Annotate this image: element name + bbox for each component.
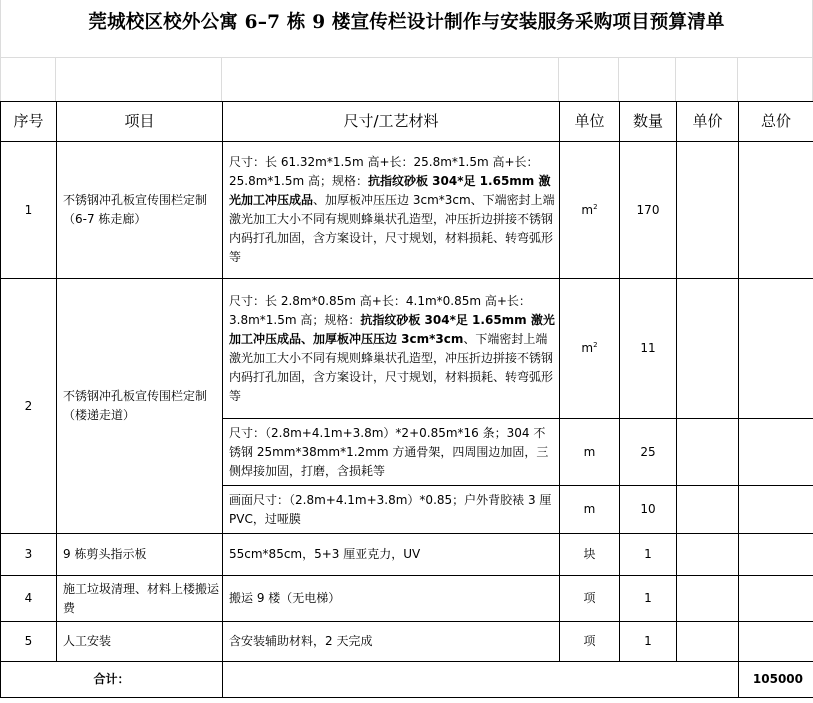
table-row [1, 142, 813, 279]
row-unit: m [560, 486, 620, 534]
row-unit: 块 [560, 534, 620, 576]
spec-text: 尺寸：长 61.32m*1.5m 高+长：25.8m*1.5m 高+长：25.8m*1.5m 高；规格： [229, 155, 539, 188]
table-row [1, 576, 813, 622]
gridline [737, 57, 738, 101]
row-price [677, 279, 739, 419]
row-seq: 1 [1, 142, 57, 279]
header-spec: 尺寸/工艺材料 [223, 102, 560, 142]
row-total [739, 279, 813, 419]
row-spec: 搬运 9 楼（无电梯） [223, 576, 560, 622]
row-qty: 1 [620, 576, 677, 622]
spec-text: 、下端密封上端激光加工大小不同有规则蜂巢状孔造型，冲压折边拼接不锈钢内码打孔加固，含方案设计，尺寸规划，材料损耗、转弯弧形等 [229, 331, 554, 403]
row-price [677, 142, 739, 279]
table-row [1, 279, 813, 419]
row-qty: 1 [620, 622, 677, 662]
header-unit: 单位 [560, 102, 620, 142]
row-price [677, 486, 739, 534]
row-spec: 含安装辅助材料，2 天完成 [223, 622, 560, 662]
row-total [739, 419, 813, 486]
unit-text: m [581, 341, 594, 355]
spec-text: 尺寸：长 2.8m*0.85m 高+长：4.1m*0.85m 高+长：3.8m*1.5m 高；规格： [229, 293, 531, 327]
total-label: 合计： [1, 662, 223, 698]
row-item: 不锈钢冲孔板宣传围栏定制（楼递走道） [57, 279, 223, 534]
row-item: 人工安装 [57, 622, 223, 662]
row-spec: 55cm*85cm，5+3 厘亚克力，UV [223, 534, 560, 576]
table-header-row [1, 102, 813, 142]
row-item: 9 栋剪头指示板 [57, 534, 223, 576]
gridline [618, 57, 619, 101]
spec-bold-text: 抗指纹砂板 304*足 1.65mm 激光加工冲压成品 [229, 174, 551, 207]
row-seq: 2 [1, 279, 57, 534]
page-title: 莞城校区校外公寓 6–7 栋 9 楼宣传栏设计制作与安装服务采购项目预算清单 [88, 12, 725, 33]
gridline [221, 57, 222, 101]
spec-bold-text: 抗指纹砂板 304*足 1.65mm 激光加工冲压成品、加厚板冲压压边 3cm*3cm [229, 312, 555, 346]
row-total [739, 534, 813, 576]
gridline [675, 57, 676, 101]
row-unit [560, 142, 620, 279]
row-unit [560, 279, 620, 419]
row-total [739, 486, 813, 534]
row-qty: 11 [620, 279, 677, 419]
unit-superscript: 2 [593, 341, 598, 349]
row-seq: 4 [1, 576, 57, 622]
gridline [55, 57, 56, 101]
spec-text: 、加厚板冲压压边 3cm*3cm、下端密封上端激光加工大小不同有规则蜂巢状孔造型，冲压折边拼接不锈钢内码打孔加固，含方案设计，尺寸规划，材料损耗、转弯弧形等 [229, 193, 555, 264]
row-unit: 项 [560, 622, 620, 662]
header-price: 单价 [677, 102, 739, 142]
row-spec [223, 142, 560, 279]
row-total [739, 622, 813, 662]
row-qty: 1 [620, 534, 677, 576]
row-item: 不锈钢冲孔板宣传围栏定制（6-7 栋走廊） [57, 142, 223, 279]
header-total: 总价 [739, 102, 813, 142]
row-total [739, 142, 813, 279]
row-qty: 10 [620, 486, 677, 534]
gridline [558, 57, 559, 101]
row-seq: 5 [1, 622, 57, 662]
gridline [0, 57, 813, 58]
unit-superscript: 2 [593, 202, 598, 211]
total-row [1, 662, 813, 698]
header-item: 项目 [57, 102, 223, 142]
header-qty: 数量 [620, 102, 677, 142]
table-row [1, 622, 813, 662]
table-row [1, 534, 813, 576]
row-spec [223, 279, 560, 419]
row-qty: 170 [620, 142, 677, 279]
row-price [677, 576, 739, 622]
row-spec: 画面尺寸：（2.8m+4.1m+3.8m）*0.85；户外背胶裱 3 厘 PVC，过哑膜 [223, 486, 560, 534]
unit-text: m [581, 202, 594, 217]
header-seq: 序号 [1, 102, 57, 142]
row-item: 施工垃圾清理、材料上楼搬运费 [57, 576, 223, 622]
row-spec: 尺寸：（2.8m+4.1m+3.8m）*2+0.85m*16 条；304 不锈钢 25mm*38mm*1.2mm 方通骨架，四周围边加固，三侧焊接加固，打磨，含损耗等 [223, 419, 560, 486]
row-unit: 项 [560, 576, 620, 622]
grand-total: 105000 [739, 662, 813, 698]
row-price [677, 534, 739, 576]
row-qty: 25 [620, 419, 677, 486]
row-total [739, 576, 813, 622]
row-price [677, 419, 739, 486]
total-spacer [223, 662, 739, 698]
row-unit: m [560, 419, 620, 486]
row-seq: 3 [1, 534, 57, 576]
row-price [677, 622, 739, 662]
budget-table [0, 101, 813, 698]
